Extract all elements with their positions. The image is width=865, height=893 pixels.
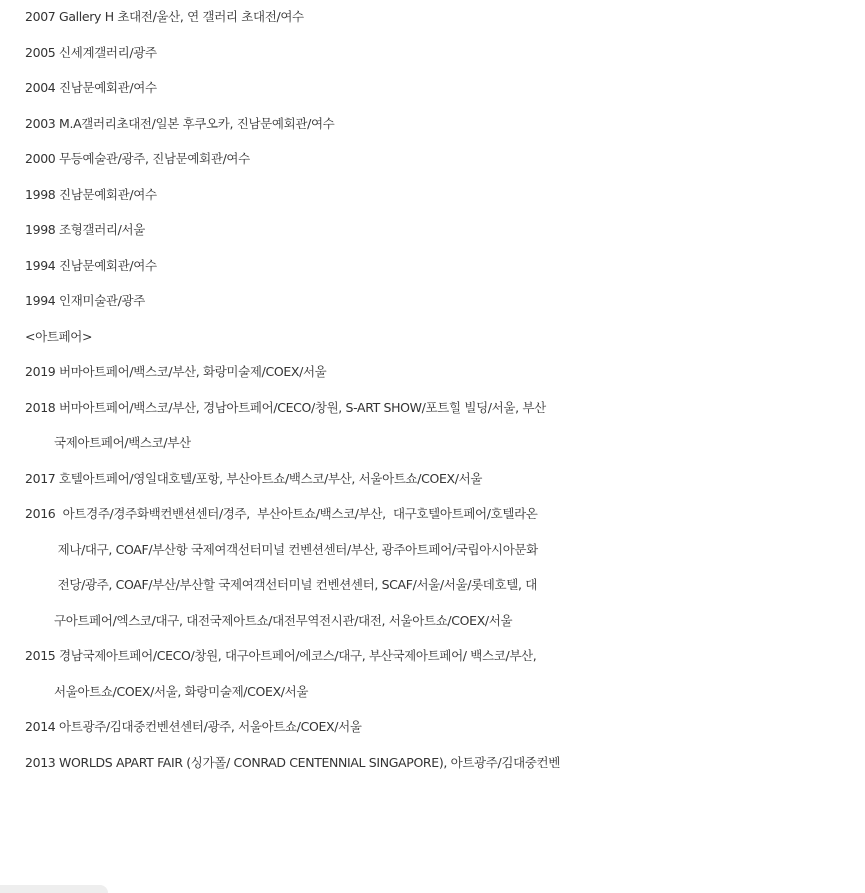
history-line: 1994 진남문예회관/여수 bbox=[25, 257, 157, 273]
bottom-scroll-tab bbox=[0, 885, 108, 893]
history-line-continued: 서울아트쇼/COEX/서울, 화랑미술제/COEX/서울 bbox=[25, 683, 309, 699]
history-line-continued: 제나/대구, COAF/부산항 국제여객선터미널 컨벤션센터/부산, 광주아트페어/국립아시아문화 bbox=[25, 541, 538, 557]
history-line-continued: 전당/광주, COAF/부산/부산할 국제여객선터미널 컨벤션센터, SCAF/서울/서울/롯데호텔, 대 bbox=[25, 577, 537, 592]
history-line: 2019 버마아트페어/백스코/부산, 화랑미술제/COEX/서울 bbox=[25, 364, 327, 379]
history-line: 2014 아트광주/김대중컨벤션센터/광주, 서울아트쇼/COEX/서울 bbox=[25, 719, 362, 734]
history-line-continued: 국제아트페어/백스코/부산 bbox=[25, 435, 191, 450]
history-line: 2004 진남문예회관/여수 bbox=[25, 80, 157, 95]
history-line: 2005 신세계갤러리/광주 bbox=[25, 44, 157, 60]
history-line: 1998 진남문예회관/여수 bbox=[25, 186, 157, 202]
history-line: 2007 Gallery H 초대전/울산, 연 갤러리 초대전/여수 bbox=[25, 9, 304, 24]
history-line: 2003 M.A갤러리초대전/일본 후쿠오카, 진남문예회관/여수 bbox=[25, 115, 335, 131]
history-line: 2016 아트경주/경주화백컨밴션센터/경주, 부산아트쇼/백스코/부산, 대구호텔아트페어/호텔라온 bbox=[25, 506, 538, 521]
history-line: 1998 조형갤러리/서울 bbox=[25, 222, 145, 237]
history-line: 2015 경남국제아트페어/CECO/창원, 대구아트페어/에코스/대구, 부산국제아트페어/ 백스코/부산, bbox=[25, 648, 537, 663]
history-line: 2013 WORLDS APART FAIR (싱가폴/ CONRAD CENTENNIAL SINGAPORE), 아트광주/김대중컨벤 bbox=[25, 754, 560, 770]
history-line-continued: 구아트페어/엑스코/대구, 대전국제아트쇼/대전무역전시관/대전, 서울아트쇼/COEX/서울 bbox=[25, 612, 513, 628]
history-line: 1994 인재미술관/광주 bbox=[25, 293, 145, 308]
history-line: 2017 호텔아트페어/영일대호텔/포항, 부산아트쇼/백스코/부산, 서울아트쇼/COEX/서울 bbox=[25, 470, 483, 486]
history-line: 2018 버마아트페어/백스코/부산, 경남아트페어/CECO/창원, S-ART SHOW/포트힐 빌딩/서울, 부산 bbox=[25, 399, 546, 415]
exhibition-history bbox=[25, 6, 565, 787]
section-heading-art-fair: <아트페어> bbox=[25, 328, 93, 344]
history-line: 2000 무등예술관/광주, 진남문예회관/여수 bbox=[25, 151, 250, 166]
